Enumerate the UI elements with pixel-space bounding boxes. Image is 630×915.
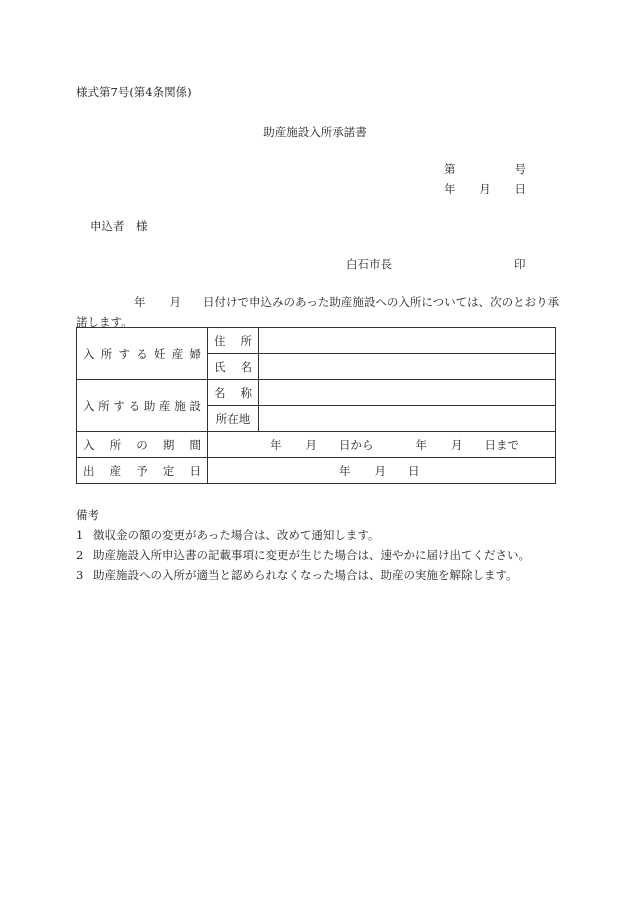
due-month: 月 xyxy=(374,463,386,478)
number-suffix: 号 xyxy=(514,162,526,176)
header-char: 所 xyxy=(109,437,122,452)
header-char: 入 xyxy=(83,437,95,452)
period-to-year: 年 xyxy=(415,437,427,452)
note-number: 2 xyxy=(76,548,84,562)
notes-heading: 備考 xyxy=(76,508,99,522)
body-paragraph xyxy=(76,292,560,332)
header-char: 助 xyxy=(143,398,156,413)
due-header xyxy=(77,463,207,479)
period-from-year: 年 xyxy=(270,437,282,452)
period-to-day: 日まで xyxy=(484,437,519,452)
name-value-cell[interactable] xyxy=(259,354,556,380)
address-value-cell[interactable] xyxy=(259,328,556,354)
document-number-line xyxy=(444,161,526,177)
body-month: 月 xyxy=(169,295,181,309)
note-number: 1 xyxy=(76,528,84,542)
number-prefix: 第 xyxy=(444,162,456,176)
header-char: る xyxy=(136,346,148,361)
facility-name-label xyxy=(208,385,258,401)
header-char: 期 xyxy=(162,437,175,452)
address-label-cell xyxy=(208,328,259,354)
facility-location-value-cell[interactable] xyxy=(259,406,556,432)
facility-location-label-cell xyxy=(208,406,259,432)
due-value-cell[interactable] xyxy=(208,458,556,484)
header-char: る xyxy=(128,398,141,413)
date-day: 日 xyxy=(514,182,526,196)
header-char: 所 xyxy=(100,346,113,361)
seal-mark: 印 xyxy=(514,257,526,271)
period-header-cell xyxy=(77,432,208,458)
name-label-char-1: 氏 xyxy=(214,359,226,374)
period-value xyxy=(208,437,555,453)
facility-name-label-cell xyxy=(208,380,259,406)
period-value-cell[interactable] xyxy=(208,432,556,458)
pregnant-header-cell xyxy=(77,328,208,380)
header-char: 日 xyxy=(189,463,201,478)
header-char: す xyxy=(113,398,125,413)
due-year: 年 xyxy=(339,463,351,478)
due-day: 日 xyxy=(408,463,420,478)
period-header xyxy=(77,437,207,453)
header-char: 出 xyxy=(83,463,95,478)
header-char: の xyxy=(136,437,148,452)
period-to-month: 月 xyxy=(451,437,463,452)
name-label-cell xyxy=(208,354,259,380)
name-label-char-2: 名 xyxy=(240,359,252,374)
issuer: 白石市長 xyxy=(346,257,392,271)
header-char: 産 xyxy=(171,346,184,361)
facility-location-label: 所在地 xyxy=(215,411,251,426)
table-row xyxy=(77,458,556,484)
date-year: 年 xyxy=(444,182,456,196)
header-char: 妊 xyxy=(154,346,166,361)
name-label xyxy=(208,359,258,375)
facility-name-label-char-1: 名 xyxy=(214,385,226,400)
note-text: 助産施設への入所が適当と認められなくなった場合は、助産の実施を解除します。 xyxy=(93,568,518,582)
note-item xyxy=(76,527,379,543)
header-char: 婦 xyxy=(189,346,201,361)
facility-header xyxy=(77,398,207,414)
addressee: 申込者 様 xyxy=(90,219,148,233)
document-title: 助産施設入所承諾書 xyxy=(263,125,367,139)
note-number: 3 xyxy=(76,568,84,582)
note-text: 徴収金の額の変更があった場合は、改めて通知します。 xyxy=(93,528,380,542)
document-date-line xyxy=(444,181,526,197)
due-header-cell xyxy=(77,458,208,484)
pregnant-header xyxy=(77,346,207,362)
table-row xyxy=(77,328,556,354)
due-value xyxy=(208,463,555,479)
period-from-day: 日から xyxy=(339,437,374,452)
address-label xyxy=(208,333,258,349)
facility-name-value-cell[interactable] xyxy=(259,380,556,406)
header-char: 入 xyxy=(83,398,95,413)
header-char: 産 xyxy=(159,398,171,413)
header-char: 定 xyxy=(162,463,175,478)
header-char: 所 xyxy=(98,398,110,413)
header-char: 施 xyxy=(174,398,186,413)
header-char: 産 xyxy=(109,463,122,478)
header-char: 設 xyxy=(189,398,201,413)
body-year: 年 xyxy=(134,295,146,309)
facility-header-cell xyxy=(77,380,208,432)
address-label-char-1: 住 xyxy=(214,333,226,348)
header-char: 予 xyxy=(136,463,148,478)
note-text: 助産施設入所申込書の記載事項に変更が生じた場合は、速やかに届け出てください。 xyxy=(93,548,530,562)
note-item xyxy=(76,567,518,583)
header-char: す xyxy=(118,346,130,361)
form-number: 様式第7号(第4条関係) xyxy=(76,85,192,99)
header-char: 入 xyxy=(83,346,95,361)
table-row xyxy=(77,432,556,458)
address-label-char-2: 所 xyxy=(240,333,252,348)
body-text: 日付けで申込みのあった助産施設への入所については、次のとおり承諾します。 xyxy=(76,295,560,329)
header-char: 間 xyxy=(189,437,201,452)
date-month: 月 xyxy=(479,182,491,196)
period-from-month: 月 xyxy=(305,437,317,452)
table-row xyxy=(77,380,556,406)
note-item xyxy=(76,547,530,563)
info-table xyxy=(76,327,556,484)
facility-name-label-char-2: 称 xyxy=(240,385,252,400)
